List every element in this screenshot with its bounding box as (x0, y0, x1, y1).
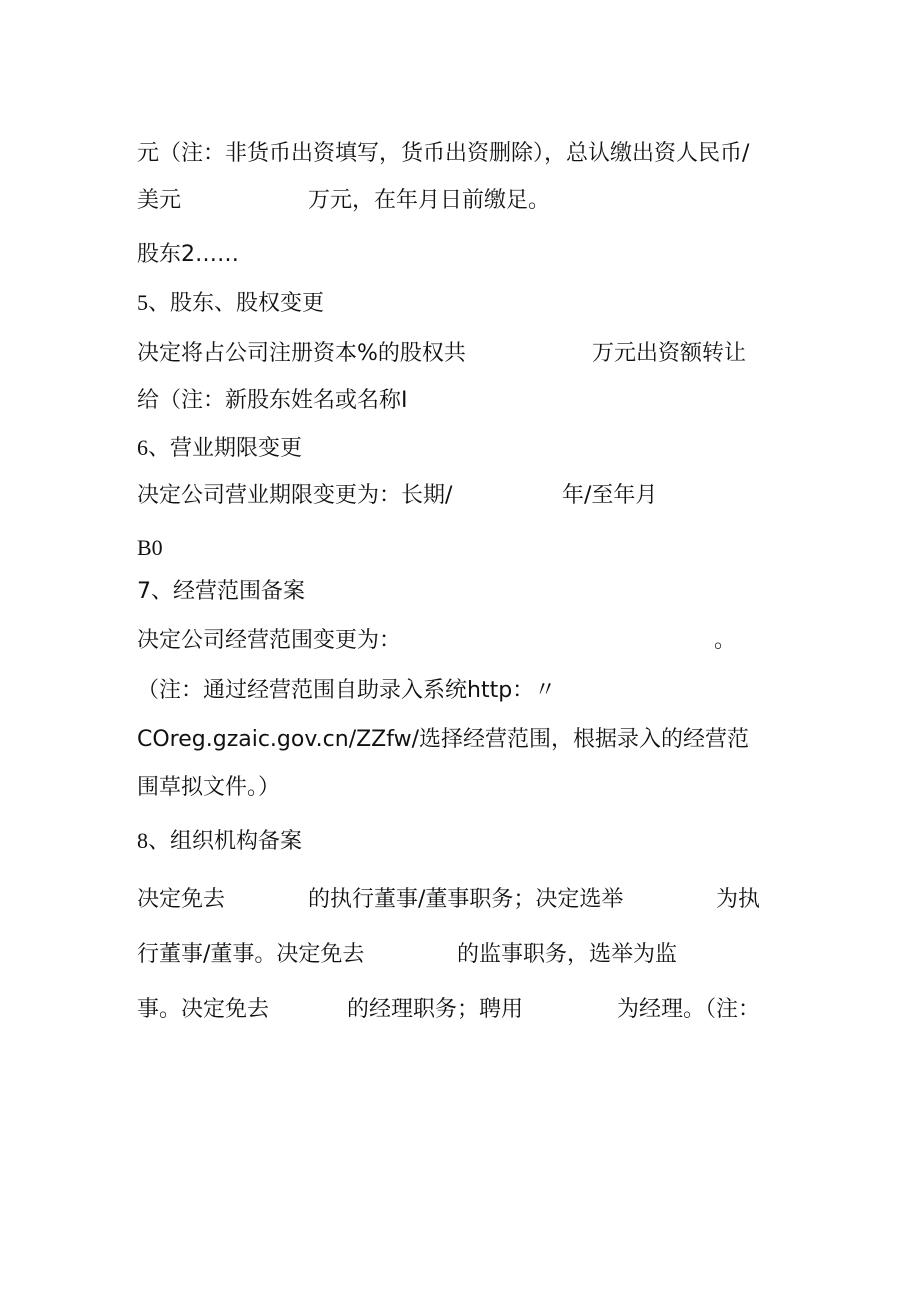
section-heading-8 (137, 826, 302, 856)
equity-transfer-text: 决定将占公司注册资本%的股权共 (137, 341, 466, 366)
doc-line-3 (137, 240, 239, 270)
section-5-title: 5、股东、股权变更 (137, 290, 325, 315)
term-date-text: 年/至年月 (562, 483, 658, 508)
scope-system-note: （注：通过经营范围自助录入系统http：〃 (137, 678, 557, 703)
period-mark: 。 (714, 628, 737, 653)
business-scope-text: 决定公司经营范围变更为： (137, 628, 402, 653)
doc-line-1 (137, 139, 749, 169)
section-7-title: 7、经营范围备案 (137, 579, 305, 604)
director-duty-text: 的执行董事/董事职务；决定选举 (308, 887, 624, 912)
fragment-text: B0 (137, 535, 163, 560)
manager-duty-text: 的经理职务；聘用 (347, 997, 524, 1022)
business-term-text: 决定公司营业期限变更为：长期/ (137, 483, 453, 508)
appoint-text: 为执 (716, 887, 761, 912)
doc-line-13 (137, 725, 749, 755)
doc-line-6 (137, 386, 408, 416)
shareholder-2-text: 股东2…… (137, 242, 239, 267)
section-heading-6 (137, 433, 302, 463)
scope-url-text: COreg.gzaic.gov.cn/ZZfw/选择经营范围，根据录入的经营范 (137, 727, 750, 752)
section-heading-7 (137, 577, 305, 607)
supervisor-removal-text: 行董事/董事。决定免去 (137, 942, 365, 967)
section-6-title: 6、营业期限变更 (137, 435, 303, 460)
payment-deadline-text: 万元，在年月日前缴足。 (308, 188, 551, 213)
section-heading-5 (137, 288, 324, 318)
section-8-title: 8、组织机构备案 (137, 828, 303, 853)
manager-removal-text: 事。决定免去 (137, 997, 270, 1022)
remove-director-text: 决定免去 (137, 887, 226, 912)
doc-line-14 (137, 773, 280, 803)
supervisor-duty-text: 的监事职务，选举为监 (457, 942, 678, 967)
doc-line-12 (137, 676, 556, 706)
currency-usd-text: 美元 (137, 188, 182, 213)
manager-appoint-text: 为经理。（注： (617, 997, 761, 1022)
draft-document-text: 围草拟文件。） (137, 775, 281, 800)
doc-line-9 (137, 533, 163, 563)
capital-transfer-text: 万元出资额转让 (592, 341, 747, 366)
new-shareholder-note: 给（注：新股东姓名或名称I (137, 388, 408, 413)
contribution-note-text: 元（注：非货币出资填写，货币出资删除），总认缴出资人民币/ (137, 141, 750, 166)
